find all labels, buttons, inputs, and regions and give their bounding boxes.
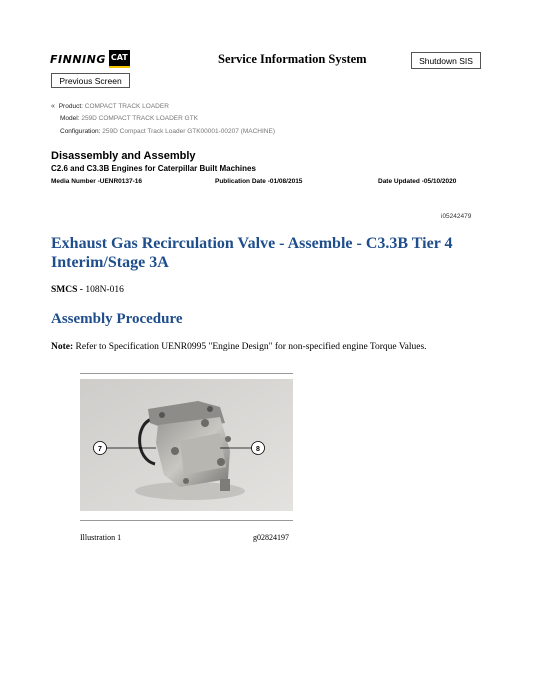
illustration-bottom-rule [80,520,293,521]
configuration-label: Configuration: [60,128,101,135]
callout-8: 8 [256,446,260,453]
shutdown-sis-button[interactable]: Shutdown SIS [411,52,481,69]
model-line [60,115,198,122]
cat-logo-badge: CAT [109,50,130,68]
smcs-label: SMCS - [51,285,83,295]
illustration-top-rule [80,373,293,374]
note-text: Refer to Specification UENR0995 "Engine Design" for non-specified engine Torque Values. [75,342,427,352]
product-label: Product: [58,103,83,110]
page-title: Exhaust Gas Recirculation Valve - Assemble - C3.3B Tier 4 Interim/Stage 3A [51,235,453,271]
illustration-figure-id: g02824197 [253,533,289,542]
product-value: COMPACT TRACK LOADER [84,103,169,110]
callout-7: 7 [98,446,102,453]
double-chevron-left-icon[interactable]: « [51,103,55,110]
note-label: Note: [51,342,74,352]
model-value: 259D COMPACT TRACK LOADER GTK [81,115,198,122]
media-number: Media Number -UENR0137-16 [51,178,143,185]
illustration-caption: Illustration 1 [80,533,122,542]
publication-date: Publication Date -01/08/2015 [215,178,303,185]
document-title: Disassembly and Assembly [51,150,196,162]
illustration-image [80,379,293,511]
finning-logo-text: FINNING [50,52,106,66]
section-title: Assembly Procedure [51,311,183,327]
document-subtitle: C2.6 and C3.3B Engines for Caterpillar Built Machines [51,164,256,173]
product-line [51,103,169,110]
model-label: Model: [60,115,80,122]
previous-screen-button[interactable]: Previous Screen [51,73,130,88]
smcs-code [51,285,124,295]
egr-valve-photo [80,379,293,511]
configuration-line [60,128,275,135]
note [51,342,427,352]
finning-cat-logo [50,50,130,68]
date-updated: Date Updated -05/10/2020 [378,178,457,185]
configuration-value: 259D Compact Track Loader GTK00001-00207 (MACHINE) [102,128,275,135]
smcs-value: 108N-016 [85,285,124,295]
reference-id: i05242479 [441,213,472,220]
sis-title: Service Information System [218,52,367,66]
